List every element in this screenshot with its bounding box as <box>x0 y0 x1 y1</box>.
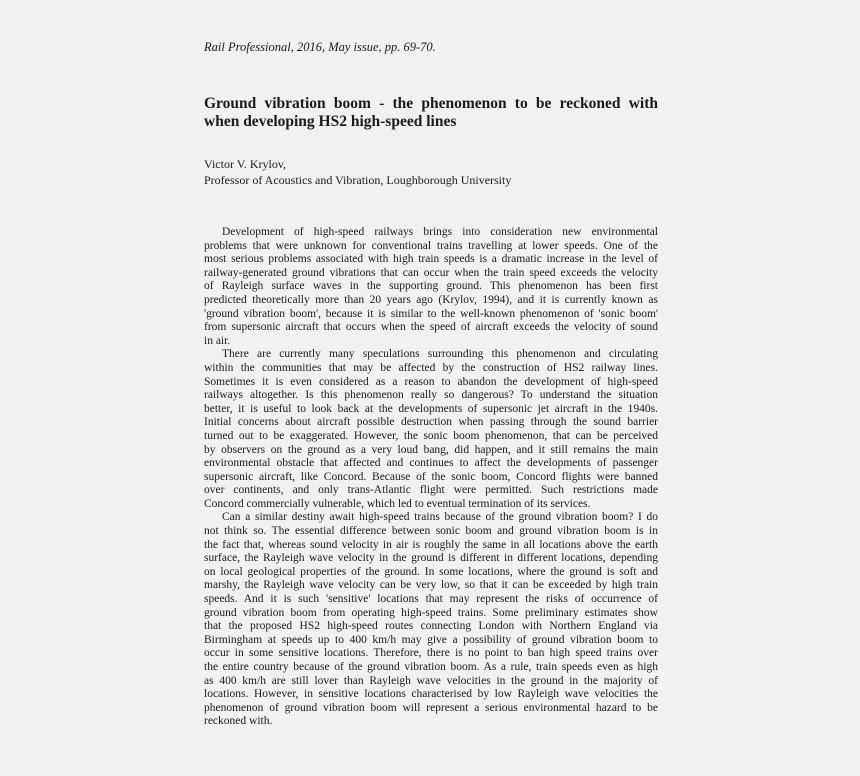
paragraph-line: railway-generated ground vibrations that can occur when the train speed exceeds the velocity <box>204 266 658 279</box>
paragraph-line: supersonic aircraft, like Concord. Because of the sonic boom, Concord flights were banned <box>204 470 658 483</box>
paragraph-line: phenomenon of ground vibration boom will represent a serious environmental hazard to be <box>204 701 658 714</box>
paragraph-line: Initial concerns about aircraft possible destruction when passing through the sound barrier <box>204 416 658 429</box>
author-affiliation: Professor of Acoustics and Vibration, Loughborough University <box>204 172 512 187</box>
paragraph-line: Can a similar destiny await high-speed trains because of the ground vibration boom? I do <box>222 511 658 524</box>
body-paragraph <box>204 348 658 511</box>
journal-citation: Rail Professional, 2016, May issue, pp. 69-70. <box>204 40 436 54</box>
paragraph-line: most serious problems associated with high train speeds is a dramatic increase in the level of <box>204 253 658 266</box>
paragraph-line: by observers on the ground as a very loud bang, did happen, and it still remains the main <box>204 443 658 456</box>
paragraph-line: not think so. The essential difference between sonic boom and ground vibration boom is in <box>204 525 658 538</box>
paragraph-line: on local geological properties of the ground. In some locations, where the ground is soft and <box>204 565 658 578</box>
author-name: Victor V. Krylov, <box>204 157 287 171</box>
paragraph-line: There are currently many speculations surrounding this phenomenon and circulating <box>222 348 658 361</box>
article-title-line: Ground vibration boom - the phenomenon to be reckoned with <box>204 95 658 112</box>
author-block <box>204 157 511 188</box>
paragraph-line: over continents, and only trans-Atlantic flight were permitted. Such restrictions made <box>204 484 658 497</box>
paragraph-line: the entire country because of the ground vibration boom. As a rule, train speeds even as high <box>204 661 658 673</box>
paragraph-line: 'ground vibration boom', because it is similar to the well-known phenomenon of 'sonic boom' <box>204 307 658 320</box>
paragraph-line: within the communities that may be affected by the construction of HS2 railway lines. <box>204 361 658 374</box>
paragraph-line: reckoned with. <box>204 715 273 728</box>
paragraph-line: as 400 km/h are still lover than Rayleigh wave velocities in the ground in the majority of <box>204 674 658 687</box>
paragraph-line: speeds. And it is such 'sensitive' locations that may represent the risks of occurrence of <box>204 593 658 606</box>
paragraph-line: environmental obstacle that affected and continues to affect the developments of passenger <box>204 457 658 470</box>
paragraph-line: ground vibration boom from operating high-speed trains. Some preliminary estimates show <box>204 606 658 619</box>
paragraph-line: Birmingham at speeds up to 400 km/h may give a possibility of ground vibration boom to <box>204 633 658 646</box>
paragraph-line: that the proposed HS2 high-speed routes connecting London with Northern England via <box>204 620 658 633</box>
article-body <box>204 226 658 729</box>
paragraph-line: turned out to be exaggerated. However, the sonic boom phenomenon, that can be perceived <box>204 429 658 442</box>
paragraph-line: Development of high-speed railways brings into consideration new environmental <box>222 226 658 238</box>
paragraph-line: of Rayleigh surface waves in the supporting ground. This phenomenon has been first <box>204 280 658 293</box>
paragraph-line: occur in some sensitive locations. Therefore, there is no point to ban high speed trains over <box>204 647 658 660</box>
paragraph-line: better, it is useful to look back at the developments of supersonic jet aircraft in the 1940s. <box>204 402 658 415</box>
paragraph-line: Concord commercially vulnerable, which led to eventual termination of its services. <box>204 497 591 510</box>
paragraph-line: Sometimes it is even considered as a reason to abandon the development of high-speed <box>204 375 658 388</box>
article-title <box>204 95 658 131</box>
body-paragraph <box>204 511 658 729</box>
paragraph-line: in air. <box>204 334 231 347</box>
article-title-line: when developing HS2 high-speed lines <box>204 113 457 130</box>
paragraph-line: from supersonic aircraft that occurs when the speed of aircraft exceeds the velocity of sound <box>204 321 658 334</box>
paragraph-line: the fact that, whereas sound velocity in air is roughly the same in all locations above the earth <box>204 538 658 551</box>
paragraph-line: problems that were unknown for conventional trains travelling at lower speeds. One of the <box>204 239 658 252</box>
paragraph-line: surface, the Rayleigh wave velocity in the ground is different in different locations, depending <box>204 552 658 565</box>
paragraph-line: railways altogether. Is this phenomenon really so dangerous? To understand the situation <box>204 389 658 402</box>
paragraph-line: locations. However, in sensitive locations characterised by low Rayleigh wave velocities the <box>204 688 658 701</box>
paragraph-line: marshy, the Rayleigh wave velocity can be very low, so that it can be exceeded by high train <box>204 579 658 592</box>
paragraph-line: predicted theoretically more than 20 years ago (Krylov, 1994), and it is currently known as <box>204 293 658 306</box>
body-paragraph <box>204 226 658 348</box>
